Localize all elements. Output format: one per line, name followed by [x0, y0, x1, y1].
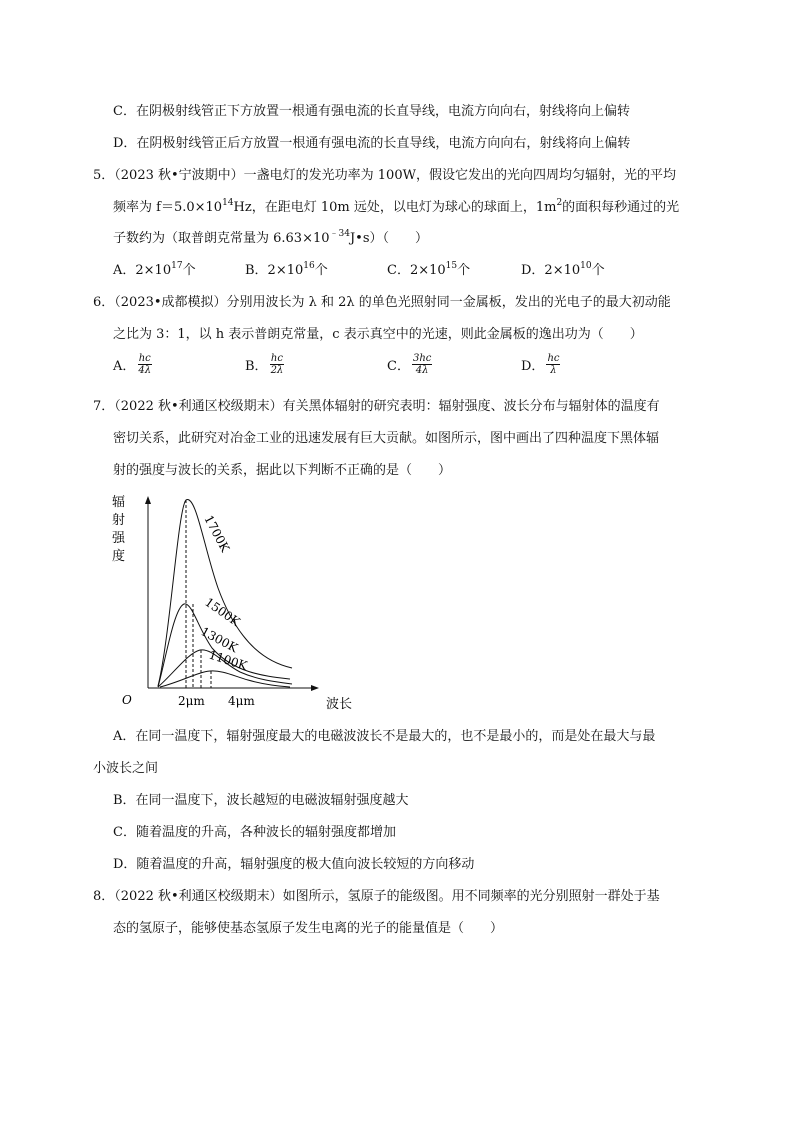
- x-axis-arrow: [311, 685, 319, 691]
- q4-option-c: C．在阴极射线管正下方放置一根通有强电流的长直导线，电流方向向右，射线将向上偏转: [113, 104, 630, 119]
- y-axis-label-2: 射: [112, 513, 126, 528]
- q5-option-d: D．$2\times 10^{10}$个: [521, 261, 605, 278]
- q8-stem-line1: 8．（2022 秋•利通区校级期末）如图所示，氢原子的能级图。用不同频率的光分别照射一群处于基: [93, 889, 660, 904]
- q4-option-d: D．在阴极射线管正后方放置一根通有强电流的长直导线，电流方向向右，射线将向上偏转: [113, 136, 631, 151]
- q6-option-b: B． $\frac{hc}{2\lambda}$: [245, 353, 284, 376]
- q7-option-a-line1: A．在同一温度下，辐射强度最大的电磁波波长不是最大的，也不是最小的，而是处在最大与最: [113, 729, 656, 744]
- q7-stem-line3: 射的强度与波长的关系，据此以下判断不正确的是（ ）: [113, 463, 452, 478]
- x-axis-label: 波长: [326, 697, 353, 712]
- q5-stem-line2: 频率为 $f=5.0\times 10^{14}Hz$，在距电灯 10m 远处，以电灯为球心的球面上，$1m^2$的面积每秒通过的光: [113, 198, 680, 215]
- q7-stem-line1: 7．（2022 秋•利通区校级期末）有关黑体辐射的研究表明：辐射强度、波长分布与辐射体的温度有: [93, 399, 660, 414]
- label-1100k: 1100K: [207, 647, 249, 674]
- q7-option-d: D．随着温度的升高，辐射强度的极大值向波长较短的方向移动: [113, 857, 475, 872]
- x-tick-4um: 4μm: [228, 694, 255, 708]
- q6-option-c: C． $\frac{3hc}{4\lambda}$: [387, 353, 432, 376]
- x-tick-2um: 2μm: [178, 694, 205, 708]
- q6-stem-line2: 之比为 3：1，以 h 表示普朗克常量，c 表示真空中的光速，则此金属板的逸出功为（ ）: [113, 327, 643, 342]
- q7-option-c: C．随着温度的升高，各种波长的辐射强度都增加: [113, 825, 396, 840]
- y-axis-arrow: [145, 496, 151, 504]
- q6-stem-line1: 6．（2023•成都模拟）分别用波长为 λ 和 2λ 的单色光照射同一金属板，发出的光电子的最大初动能: [93, 295, 671, 310]
- q8-stem-line2: 态的氢原子，能够使基态氢原子发生电离的光子的能量值是（ ）: [113, 921, 504, 936]
- y-axis-label-3: 强: [112, 531, 126, 546]
- label-1500k: 1500K: [202, 594, 243, 630]
- q5-stem-line3: 子数约为（取普朗克常量为 $6.63\times 10^{﹣34}J•s$）（ ）: [113, 229, 429, 246]
- label-1300k: 1300K: [198, 624, 241, 656]
- q7-option-a-line2: 小波长之间: [93, 761, 159, 776]
- q6-option-d: D． $\frac{hc}{\lambda}$: [521, 353, 560, 376]
- label-1700k: 1700K: [201, 512, 233, 555]
- q7-stem-line2: 密切关系，此研究对冶金工业的迅速发展有巨大贡献。如图所示，图中画出了四种温度下黑体辐: [113, 431, 660, 446]
- q5-option-a: A．$2\times 10^{17}$个: [113, 261, 196, 278]
- curve-1100k: [160, 671, 290, 687]
- y-axis-label-4: 度: [112, 549, 126, 564]
- blackbody-figure: [100, 488, 370, 718]
- origin-label: O: [122, 693, 132, 707]
- q5-stem-line1: 5．（2023 秋•宁波期中）一盏电灯的发光功率为 100W，假设它发出的光向四周均匀辐射，光的平均: [93, 168, 676, 183]
- q7-option-b: B．在同一温度下，波长越短的电磁波辐射强度越大: [113, 793, 409, 808]
- y-axis-label-1: 辐: [112, 495, 126, 510]
- q6-option-a: A． $\frac{hc}{4\lambda}$: [113, 353, 152, 376]
- q5-option-c: C．$2\times 10^{15}$个: [387, 261, 471, 278]
- q5-option-b: B．$2\times 10^{16}$个: [245, 261, 328, 278]
